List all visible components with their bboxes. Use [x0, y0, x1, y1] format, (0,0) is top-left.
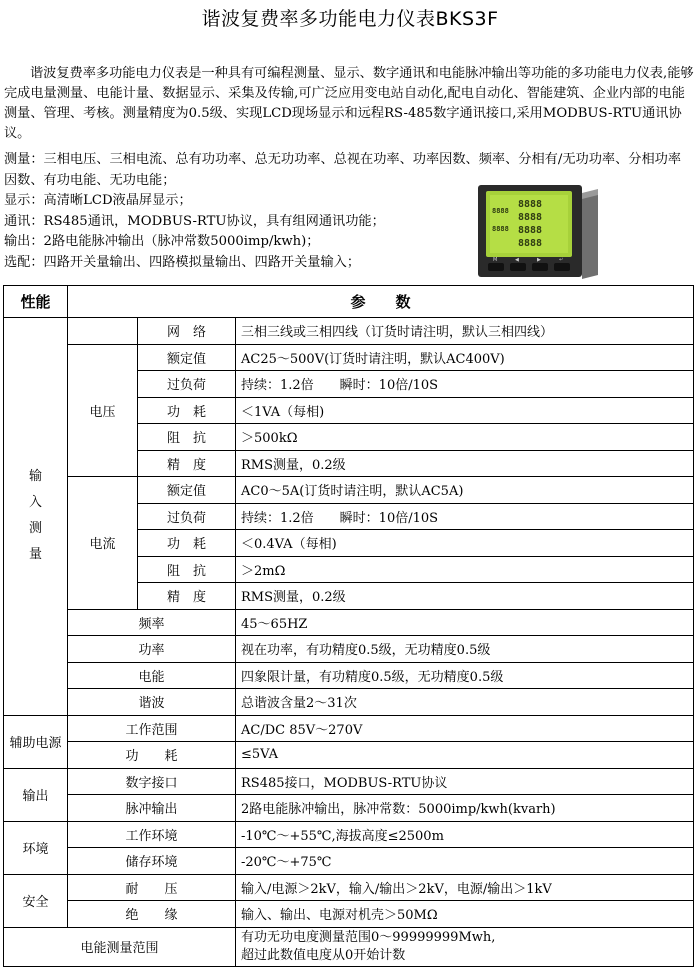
param-value: AC/DC 85V～270V: [236, 715, 694, 742]
param-value: RMS测量，0.2级: [236, 583, 694, 610]
param-name: 电能: [68, 662, 236, 689]
table-row: [4, 901, 694, 928]
subgroup-current: 电流: [68, 477, 138, 610]
param-value: 三相三线或三相四线（订货时请注明，默认三相四线）: [236, 318, 694, 345]
param-name: 阻 抗: [138, 424, 236, 451]
table-row: [4, 662, 694, 689]
param-value: 总谐波含量2～31次: [236, 689, 694, 716]
param-name: 储存环境: [68, 848, 236, 875]
group-power-label: 辅助电源: [4, 715, 68, 768]
range-value-line: 超过此数值电度从0开始计数: [241, 947, 406, 963]
meter-key-label: ↵: [559, 257, 564, 263]
header-parameters: 参 数: [68, 286, 694, 318]
param-value: RMS测量，0.2级: [236, 450, 694, 477]
param-name: 网 络: [138, 318, 236, 345]
param-name: 额定值: [138, 477, 236, 504]
spec-line: 测量：三相电压、三相电流、总有功功率、总无功功率、总视在功率、功率因数、频率、分相有/无功功率、分相功率因数、有功电能、无功电能；: [4, 152, 682, 188]
param-name: 额定值: [138, 344, 236, 371]
lcd-digit-row: 8888: [492, 225, 509, 233]
range-value: [236, 927, 694, 966]
param-name: 过负荷: [138, 503, 236, 530]
table-row: [4, 795, 694, 822]
lcd-digit-row: 8888: [492, 207, 509, 215]
table-row: [4, 636, 694, 663]
table-row: [4, 689, 694, 716]
param-value: 持续：1.2倍 瞬时：10倍/10S: [236, 371, 694, 398]
table-row: [4, 874, 694, 901]
param-value: ≤5VA: [236, 742, 694, 769]
table-row: [4, 609, 694, 636]
meter-key-label: ◀: [515, 257, 519, 263]
table-row: [4, 848, 694, 875]
blank-cell: [68, 318, 138, 345]
param-name: 脉冲输出: [68, 795, 236, 822]
param-name: 功 耗: [138, 530, 236, 557]
spec-line: 通讯：RS485通讯，MODBUS-RTU协议，具有组网通讯功能；: [4, 213, 385, 229]
param-value: -10℃～+55℃,海拔高度≤2500m: [236, 821, 694, 848]
param-value: 输入、输出、电源对机壳＞50MΩ: [236, 901, 694, 928]
param-value: ＞500kΩ: [236, 424, 694, 451]
range-label: 电能测量范围: [4, 927, 236, 966]
param-name: 频率: [68, 609, 236, 636]
lcd-digit-row: 8888: [518, 225, 543, 236]
lcd-digit-row: 8888: [518, 212, 543, 223]
param-name: 精 度: [138, 583, 236, 610]
param-name: 功 耗: [68, 742, 236, 769]
param-name: 工作环境: [68, 821, 236, 848]
meter-key-label: ▶: [537, 257, 541, 263]
meter-device-image: [478, 183, 600, 283]
param-name: 数字接口: [68, 768, 236, 795]
param-value: AC25～500V(订货时请注明，默认AC400V): [236, 344, 694, 371]
param-value: 45～65HZ: [236, 609, 694, 636]
spec-line: 显示：高清晰LCD液晶屏显示；: [4, 193, 192, 209]
param-name: 功率: [68, 636, 236, 663]
lcd-digit-row: 8888: [518, 238, 543, 249]
param-value: ＞2mΩ: [236, 556, 694, 583]
meter-key-label: M: [493, 257, 498, 263]
header-performance: 性能: [4, 286, 68, 318]
group-input-text: 输入测量: [28, 469, 42, 563]
subgroup-voltage: 电压: [68, 344, 138, 477]
param-value: 四象限计量，有功精度0.5级，无功精度0.5级: [236, 662, 694, 689]
param-name: 耐 压: [68, 874, 236, 901]
param-name: 过负荷: [138, 371, 236, 398]
page-title: 谐波复费率多功能电力仪表BKS3F: [201, 8, 499, 30]
group-output-label: 输出: [4, 768, 68, 821]
param-value: -20℃～+75℃: [236, 848, 694, 875]
spec-line: 选配：四路开关量输出、四路模拟量输出、四路开关量输入；: [4, 254, 361, 270]
param-name: 精 度: [138, 450, 236, 477]
param-value: 视在功率，有功精度0.5级，无功精度0.5级: [236, 636, 694, 663]
range-value-line: 有功无功电度测量范围0～99999999Mwh,: [241, 929, 496, 945]
table-row: [4, 477, 694, 504]
param-name: 工作范围: [68, 715, 236, 742]
table-row: [4, 715, 694, 742]
param-value: ＜0.4VA（每相): [236, 530, 694, 557]
group-env-label: 环境: [4, 821, 68, 874]
spec-line: 输出：2路电能脉冲输出（脉冲常数5000imp/kwh)；: [4, 234, 320, 250]
spec-table: [3, 285, 694, 967]
table-row: [4, 318, 694, 345]
param-value: 2路电能脉冲输出，脉冲常数：5000imp/kwh(kvarh): [236, 795, 694, 822]
table-row: [4, 768, 694, 795]
table-header-row: [4, 286, 694, 318]
table-row: [4, 821, 694, 848]
intro-text: [4, 64, 694, 144]
param-value: 持续：1.2倍 瞬时：10倍/10S: [236, 503, 694, 530]
table-row: [4, 927, 694, 966]
intro-paragraph: 谐波复费率多功能电力仪表是一种具有可编程测量、显示、数字通讯和电能脉冲输出等功能的多功能电力仪表,能够完成电量测量、电能计量、数据显示、采集及传输,可广泛应用变电站自动化,配电自动化、智能建筑、企业内部的电能测量、管理、考核。测量精度为0.5级、实现LCD现场显示和远程RS-485数字通讯接口,采用MODBUS-RTU通讯协议。: [4, 66, 694, 141]
table-row: [4, 742, 694, 769]
param-value: AC0～5A(订货时请注明，默认AC5A): [236, 477, 694, 504]
param-name: 功 耗: [138, 397, 236, 424]
param-value: RS485接口，MODBUS-RTU协议: [236, 768, 694, 795]
param-name: 绝 缘: [68, 901, 236, 928]
param-value: 输入/电源＞2kV，输入/输出＞2kV，电源/输出＞1kV: [236, 874, 694, 901]
param-value: ＜1VA（每相): [236, 397, 694, 424]
param-name: 谐波: [68, 689, 236, 716]
param-name: 阻 抗: [138, 556, 236, 583]
table-row: [4, 344, 694, 371]
group-safety-label: 安全: [4, 874, 68, 927]
lcd-digit-row: 8888: [518, 199, 543, 210]
group-input-label: [4, 318, 68, 716]
